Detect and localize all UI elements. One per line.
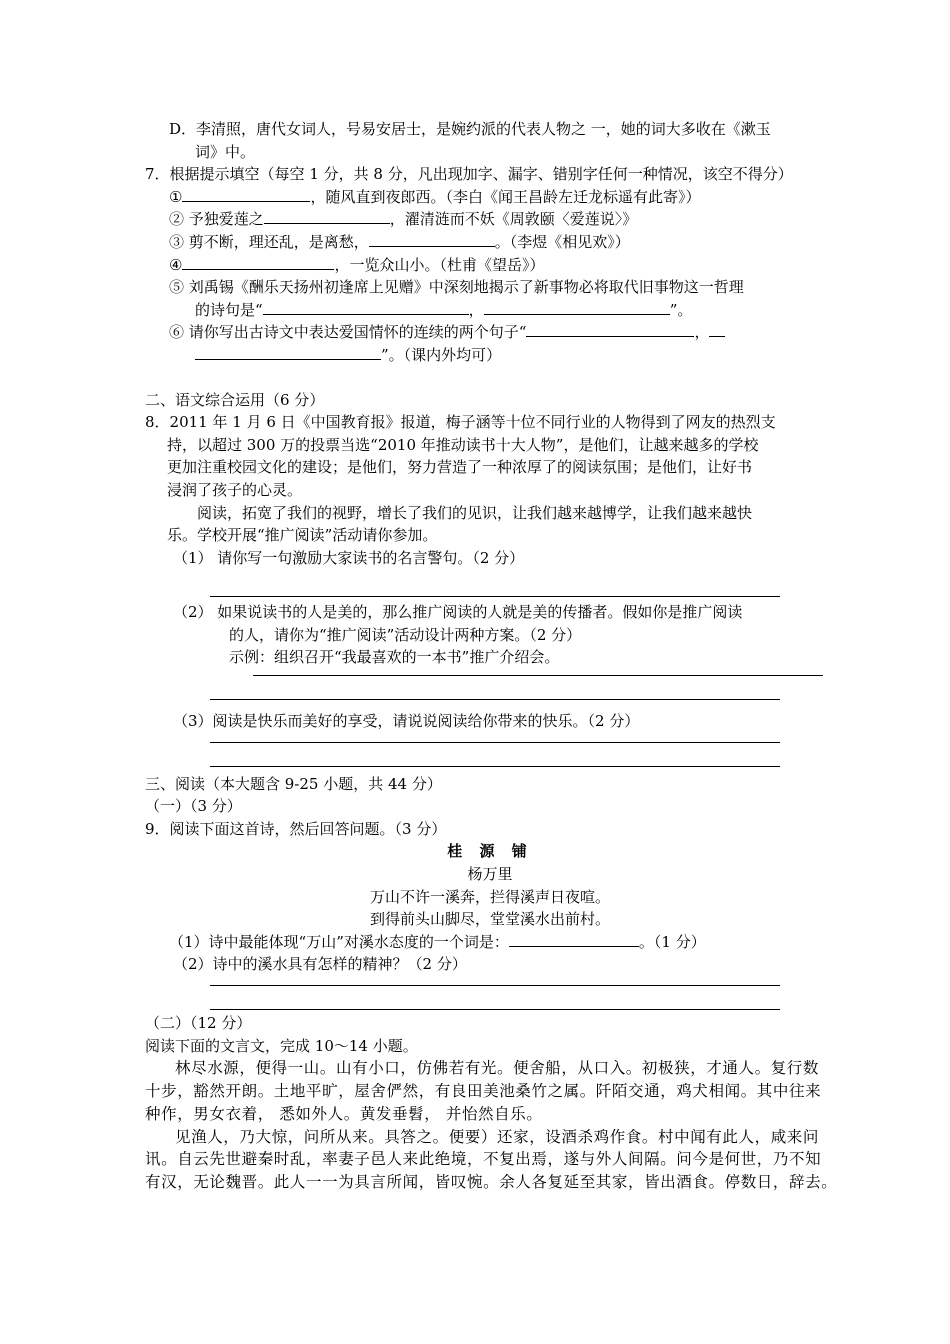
q7-item-4: ④ ，一览众山小。（杜甫《望岳》） [169, 255, 545, 274]
q7-item-6-cont: ”。（课内外均可） [145, 344, 835, 367]
q6-option-d: D．李清照，唐代女词人，号易安居士，是婉约派的代表人物之 一，她的词大多收在《漱玉 [169, 120, 771, 138]
q8-intro-1: 阅读，拓宽了我们的视野，增长了我们的见识，让我们越来越博学，让我们越来越快 [197, 503, 753, 522]
answer-blank[interactable] [182, 254, 334, 270]
q8-sub-1: （1） 请你写一句激励大家读书的名言警句。（2 分） [173, 548, 525, 567]
passage-line: 十步，豁然开朗。土地平旷，屋舍俨然，有良田美池桑竹之属。阡陌交通，鸡犬相闻。其中往来 [145, 1081, 822, 1100]
passage-line: 林尽水源，便得一山。山有小口，仿佛若有光。便舍船，从口入。初极狭，才通人。复行数 [175, 1059, 820, 1078]
q7-item-1: ① ，随风直到夜郎西。（李白《闻王昌龄左迁龙标遥有此寄》） [169, 187, 701, 206]
q8-line-3: 更加注重校园文化的建设；是他们，努力营造了一种浓厚了的阅读氛围；是他们，让好书 [167, 458, 753, 477]
poem-line-2: 到得前头山脚尽，堂堂溪水出前村。 [369, 910, 610, 929]
q8-line-4: 浸润了孩子的心灵。 [167, 480, 303, 499]
section-3-heading: 三、阅读（本大题含 9-25 小题，共 44 分） [145, 774, 442, 793]
q7-item-5: ⑤ 刘禹锡《酬乐天扬州初逢席上见赠》中深刻地揭示了新事物必将取代旧事物这一哲理 [169, 278, 744, 297]
q9-sub-1: （1）诗中最能体现“万山”对溪水态度的一个词是： 。（1 分） [169, 932, 706, 951]
poem-title: 桂 源 铺 [447, 842, 533, 861]
exam-page [145, 118, 838, 1194]
q8-sub-2-cont: 的人，请你为“推广阅读”活动设计两种方案。（2 分） [229, 625, 582, 644]
q6-option-d-cont: 词》中。 [195, 142, 256, 161]
q8-line-2: 持，以超过 300 万的投票当选“2010 年推动读书十大人物”，是他们，让越来越多的学校 [167, 435, 759, 454]
q8-sub-3: （3）阅读是快乐而美好的享受，请说说阅读给你带来的快乐。（2 分） [173, 712, 640, 731]
part-2-heading: （二）（12 分） [145, 1014, 252, 1032]
q8-sub-2-example: 示例：组织召开“我最喜欢的一本书”推广介绍会。 [229, 648, 560, 667]
answer-blank[interactable] [709, 321, 725, 337]
part-1-heading: （一）（3 分） [145, 797, 242, 816]
poem-line-1: 万山不许一溪奔，拦得溪声日夜喧。 [369, 887, 610, 906]
q7-item-3: ③ 剪不断，理还乱，是离愁， 。（李煜《相见欢》） [169, 232, 630, 251]
answer-blank[interactable] [263, 299, 469, 315]
poem-author: 杨万里 [467, 865, 513, 884]
classical-passage [145, 1057, 838, 1194]
answer-blank[interactable] [264, 208, 390, 224]
q9-sub-2: （2）诗中的溪水具有怎样的精神？（2 分） [173, 955, 467, 974]
q8-intro-2: 乐。学校开展“推广阅读”活动请你参加。 [167, 526, 438, 545]
answer-blank[interactable] [369, 231, 495, 247]
q7-item-6: ⑥ 请你写出古诗文中表达爱国情怀的连续的两个句子“ ， [145, 321, 835, 344]
answer-blank[interactable] [195, 344, 381, 360]
q8-line-1: 8．2011 年 1 月 6 日《中国教育报》报道，梅子涵等十位不同行业的人物得到了网友的热烈支 [145, 413, 776, 432]
passage-line: 种作，男女衣着， 悉如外人。黄发垂髫， 并怡然自乐。 [145, 1104, 543, 1123]
q7-title: 7．根据提示填空（每空 1 分，共 8 分，凡出现加字、漏字、错别字任何一种情况，该空不得分） [145, 165, 793, 184]
answer-blank[interactable] [526, 321, 694, 337]
answer-blank[interactable] [509, 931, 639, 947]
section-2-heading: 二、语文综合运用（6 分） [145, 390, 325, 409]
q7-item-5-cont: 的诗句是“ ， ”。 [195, 300, 693, 319]
passage-line: 讯。自云先世避秦时乱，率妻子邑人来此绝境，不复出焉，遂与外人间隔。问今是何世，乃不知 [145, 1150, 822, 1169]
answer-blank[interactable] [182, 186, 310, 202]
q7-item-2: ② 予独爱莲之 ，濯清涟而不妖《周敦颐〈爱莲说〉》 [169, 210, 638, 229]
answer-blank[interactable] [484, 299, 670, 315]
q9-title: 9．阅读下面这首诗，然后回答问题。（3 分） [145, 819, 447, 838]
q8-sub-2: （2） 如果说读书的人是美的，那么推广阅读的人就是美的传播者。假如你是推广阅读 [173, 603, 743, 622]
passage-line: 有汉，无论魏晋。此人一一为具言所闻，皆叹惋。余人各复延至其家，皆出酒食。停数日，辞去。 [145, 1173, 838, 1192]
passage-line: 见渔人，乃大惊，问所从来。具答之。便要）还家，设酒杀鸡作食。村中闻有此人，咸来问 [175, 1127, 820, 1146]
q10-instruction: 阅读下面的文言文，完成 10～14 小题。 [145, 1036, 418, 1055]
